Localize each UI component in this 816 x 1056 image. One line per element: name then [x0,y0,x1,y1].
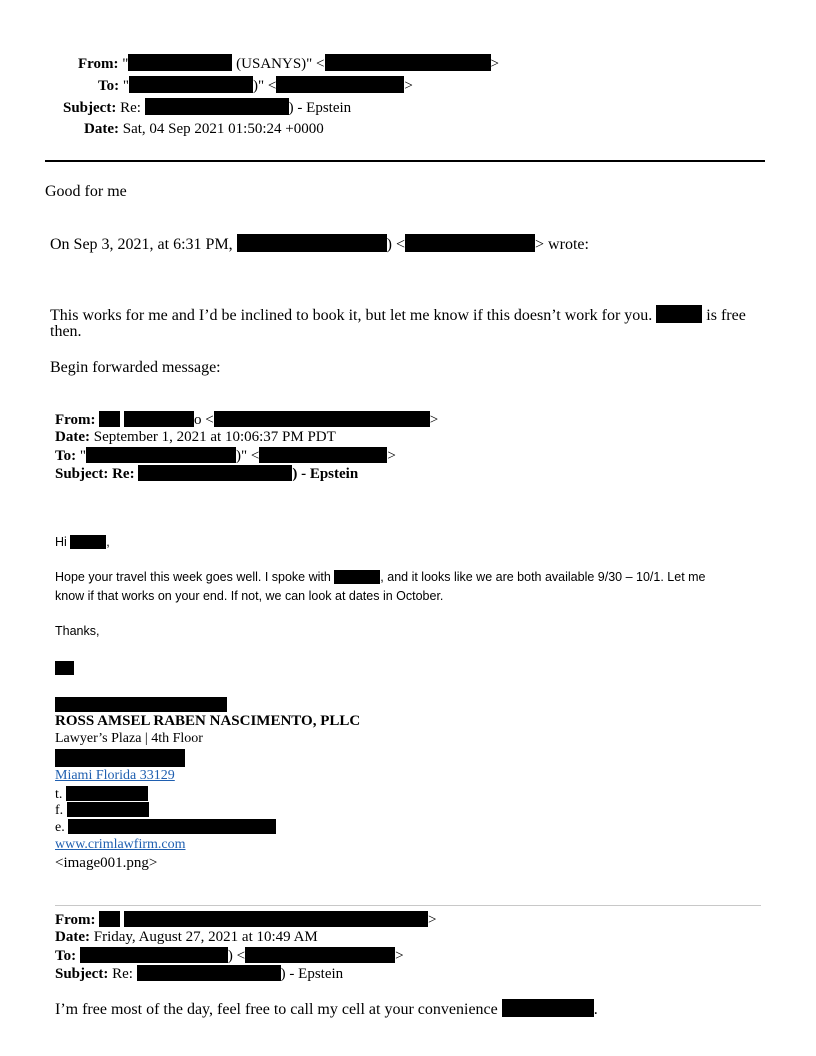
header-from-row: From: " (USANYS)" < > [78,56,499,72]
phone-row: t. [55,786,148,803]
fax-row: f. [55,802,149,819]
redaction [70,535,106,549]
message-divider [55,905,761,906]
works-paragraph-line2: then. [50,323,82,340]
redaction [129,76,253,93]
website-link[interactable]: www.crimlawfirm.com [55,837,186,852]
header-date-row [84,120,324,139]
redaction [145,98,289,115]
fwd1-to-row: To: " )" < > [55,448,396,464]
redaction [137,965,281,981]
header-to-row: To: " )" < > [98,78,413,94]
fwd1-para-line1: Hope your travel this week goes well. I spoke with , and it looks like we are both available 9/30 – 10/1. Let me [55,570,706,584]
fwd1-thanks: Thanks, [55,624,100,638]
fwd1-subject-row: Subject: Re: ) - Epstein [55,466,359,482]
header-subject-row: Subject: Re: ) - Epstein [63,100,352,116]
redaction [67,802,149,817]
email-row: e. [55,819,276,836]
attachment-name: <image001.png> [55,855,158,871]
redaction [405,234,535,252]
fwd2-body: I’m free most of the day, feel free to call my cell at your convenience . [55,1001,598,1018]
redaction [128,54,232,71]
fwd1-date-row: Date: September 1, 2021 at 10:06:37 PM PDT [55,429,336,445]
redaction [99,911,120,927]
redaction [138,465,292,481]
redaction [86,447,236,463]
reply-text: Good for me [45,183,127,200]
redaction [80,947,228,963]
redaction [55,749,185,767]
subject-label: Subject: [63,100,117,116]
fwd1-para-line2: know if that works on your end. If not, we can look at dates in October. [55,589,444,603]
redaction [124,911,428,927]
date-label: Date: [84,121,119,137]
firm-name: ROSS AMSEL RABEN NASCIMENTO, PLLC [55,713,361,729]
header-divider [45,160,765,162]
redaction [237,234,387,252]
redaction [259,447,387,463]
date-value: Sat, 04 Sep 2021 01:50:24 +0000 [122,121,324,137]
redaction [214,411,430,427]
fwd2-date-row: Date: Friday, August 27, 2021 at 10:49 AM [55,929,318,945]
redaction [68,819,276,834]
from-label: From: [78,56,119,72]
fwd2-subject-row: Subject: Re: ) - Epstein [55,966,344,982]
fwd1-greeting: Hi , [55,535,110,549]
fwd1-from-row: From: o < > [55,412,439,428]
fwd2-from-row: From: > [55,912,437,928]
works-paragraph-line1: This works for me and I’d be inclined to book it, but let me know if this doesn’t work for you. is free [50,307,746,324]
redaction [66,786,148,801]
redaction [99,411,120,427]
redaction [55,661,74,675]
quote-intro: On Sep 3, 2021, at 6:31 PM, ) < > wrote: [50,236,589,253]
redaction [276,76,404,93]
redaction [656,305,702,323]
redaction [502,999,594,1017]
redaction [334,570,380,584]
begin-forwarded: Begin forwarded message: [50,359,221,376]
address-line1: Lawyer’s Plaza | 4th Floor [55,731,203,746]
redaction [245,947,395,963]
to-label: To: [98,78,120,94]
address-city-link[interactable]: Miami Florida 33129 [55,768,175,783]
fwd2-to-row: To: ) < > [55,948,404,964]
redaction [55,697,227,712]
redaction [124,411,194,427]
redaction [325,54,491,71]
